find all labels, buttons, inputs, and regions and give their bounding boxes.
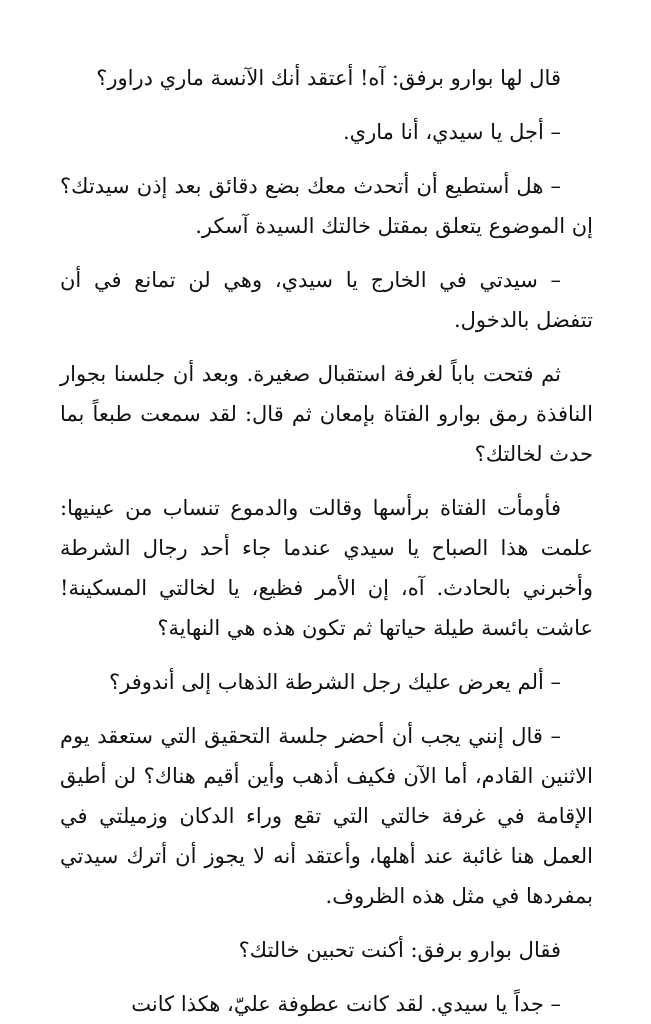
text-line: بما حدث لخالتك؟ [60,402,593,466]
paragraph-6 [60,488,593,648]
text-line: فقال بوارو برفق: أكنت تحبين خالتك؟ [238,938,561,962]
text-line: ثم فتحت باباً لغرفة استقبال صغيرة. وبعد أن جلسنا [113,362,561,386]
text-line: – هل أستطيع أن أتحدث معك بضع دقائق بعد إذن [136,174,561,198]
text-line: – سيدتي في الخارج يا سيدي، وهي لن تمانع في أن [60,268,561,292]
paragraph-8 [60,716,593,916]
paragraph-7 [60,662,593,702]
text-line: علمت هذا الصباح يا سيدي عندما جاء أحد رجال الشرطة [60,536,593,560]
text-line: يوم الاثنين القادم، أما الآن فكيف أذهب وأين أقيم هناك؟ لن [60,724,593,788]
text-line: – جداً يا سيدي. لقد كانت عطوفة عليّ، هكذا كانت [131,992,561,1016]
paragraph-2 [60,112,593,152]
text-line: عاشت بائسة طيلة حياتها ثم تكون هذه هي النهاية؟ [157,616,593,640]
paragraph-4 [60,260,593,340]
paragraph-10 [60,984,593,1024]
text-line: أطيق الإقامة في غرفة خالتي التي تقع وراء الدكان وزميلتي [60,764,593,828]
paragraph-3 [60,166,593,246]
paragraph-5 [60,354,593,474]
text-line: – ألم يعرض عليك رجل الشرطة الذهاب إلى أندوفر؟ [109,670,561,694]
paragraph-9 [60,930,593,970]
paragraph-1 [60,58,593,98]
text-line: – قال إنني يجب أن أحضر جلسة التحقيق التي ستعقد [97,724,561,748]
text-line: فأومأت الفتاة برأسها وقالت والدموع تنساب من عينيها: [60,496,561,520]
text-line: سيدتي بمفردها في مثل هذه الظروف. [60,844,593,908]
text-line: سيدتك؟ إن الموضوع يتعلق بمقتل خالتك السيدة آسكر. [60,174,593,238]
text-line: تتفضل بالدخول. [453,308,593,332]
text-line: بجوار النافذة رمق بوارو الفتاة بإمعان ثم قال: لقد سمعت طبعاً [60,362,593,426]
text-line: وأخبرني بالحادث. آه، إن الأمر فظيع، يا لخالتي المسكينة! [60,576,593,600]
text-line: قال لها بوارو برفق: آه! أعتقد أنك الآنسة ماري دراور؟ [96,66,561,90]
text-line: – أجل يا سيدي، أنا ماري. [343,120,561,144]
text-line: في العمل هنا غائبة عند أهلها، وأعتقد أنه لا يجوز أن أترك [60,804,593,868]
